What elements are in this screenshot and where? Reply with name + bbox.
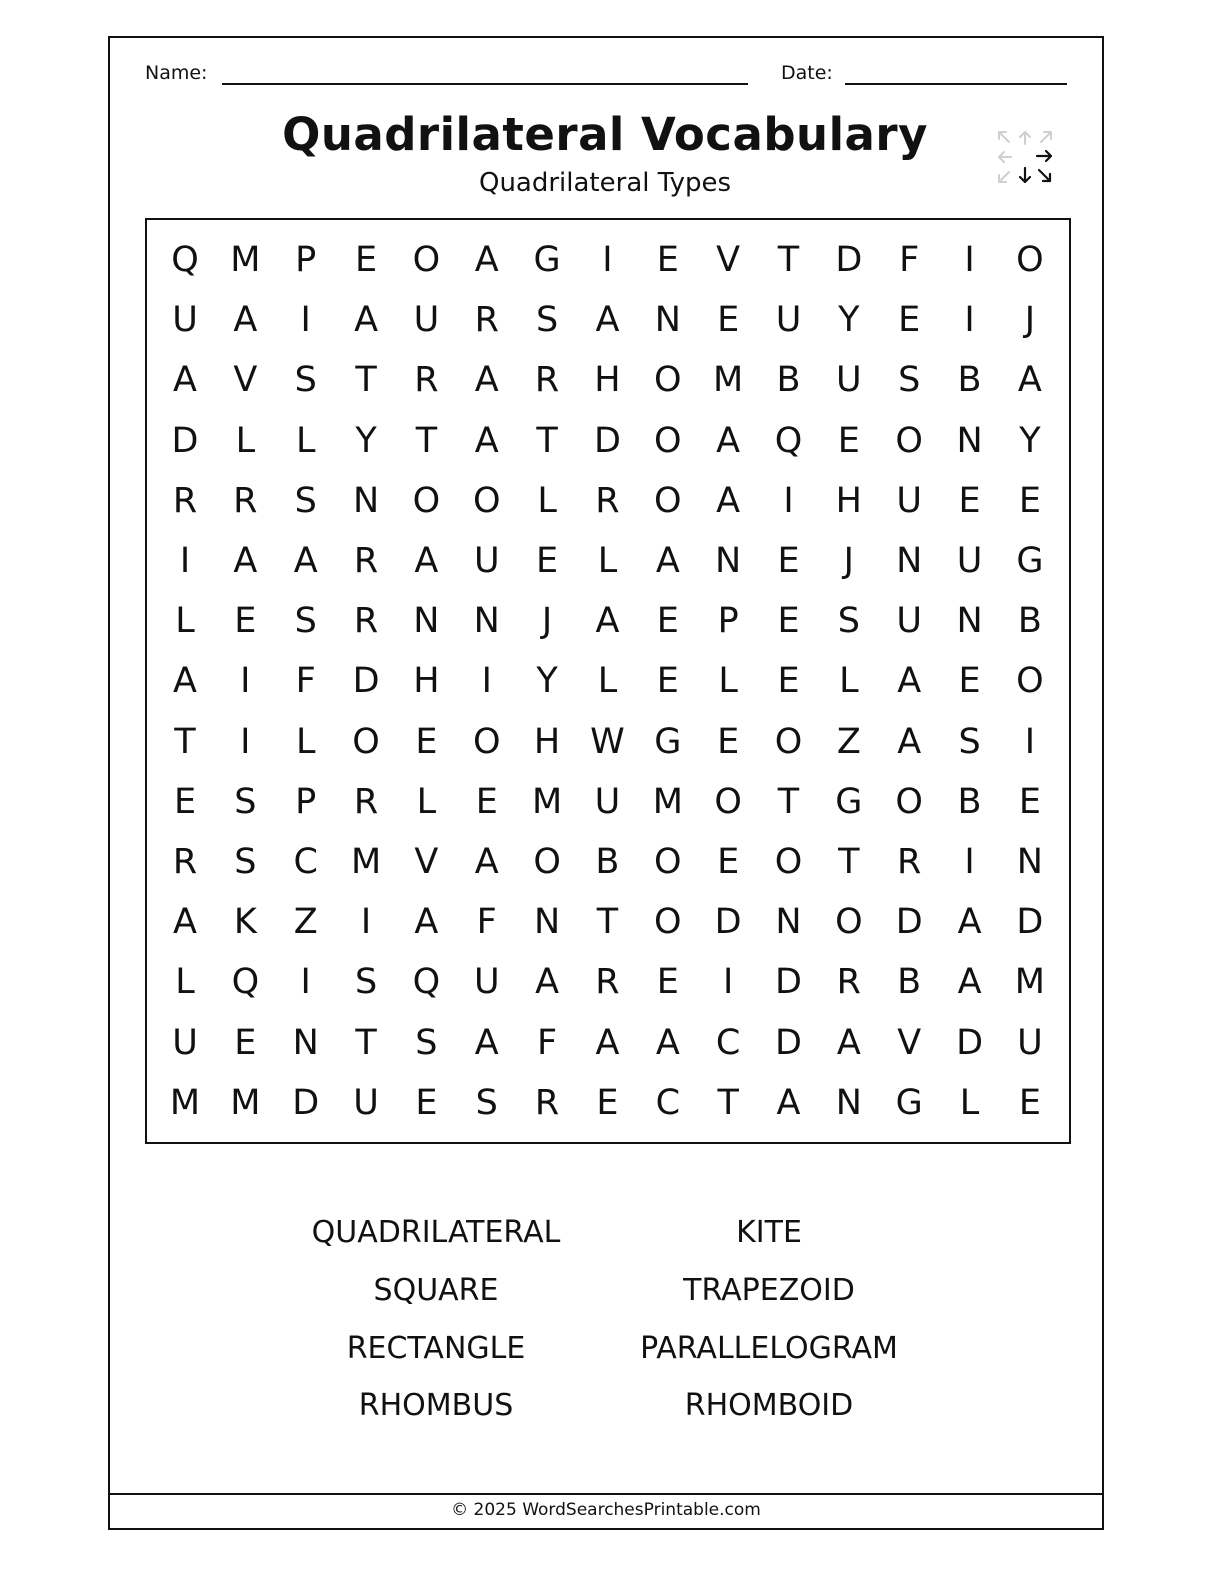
- grid-letter[interactable]: S: [294, 360, 317, 401]
- grid-letter[interactable]: E: [777, 541, 800, 581]
- grid-letter[interactable]: H: [835, 480, 862, 521]
- grid-letter[interactable]: R: [353, 781, 379, 822]
- grid-letter[interactable]: O: [1016, 661, 1044, 702]
- grid-letter[interactable]: T: [596, 902, 619, 943]
- grid-letter[interactable]: G: [654, 721, 682, 762]
- grid-letter[interactable]: Y: [1019, 420, 1041, 461]
- grid-letter[interactable]: O: [895, 420, 923, 461]
- grid-letter[interactable]: E: [656, 601, 679, 642]
- grid-letter[interactable]: L: [537, 480, 557, 521]
- grid-letter[interactable]: N: [956, 420, 983, 461]
- grid-letter[interactable]: Q: [412, 962, 441, 1003]
- word-list-item: SQUARE: [373, 1273, 499, 1308]
- grid-letter[interactable]: O: [895, 781, 923, 822]
- grid-letter[interactable]: I: [1024, 721, 1036, 762]
- word-list-item: PARALLELOGRAM: [640, 1331, 898, 1366]
- footer-divider: [108, 1493, 1104, 1495]
- grid-letter[interactable]: E: [656, 962, 679, 1003]
- grid-letter[interactable]: U: [172, 1022, 198, 1063]
- grid-letter[interactable]: E: [234, 1022, 257, 1063]
- grid-letter[interactable]: C: [655, 1082, 681, 1123]
- grid-letter[interactable]: L: [175, 962, 195, 1003]
- footer-copyright: © 2025 WordSearchesPrintable.com: [451, 1500, 761, 1520]
- grid-letter[interactable]: G: [895, 1082, 923, 1123]
- grid-letter[interactable]: J: [1024, 300, 1036, 341]
- grid-letter[interactable]: E: [717, 842, 740, 882]
- grid-letter[interactable]: L: [416, 781, 437, 822]
- grid-letter[interactable]: L: [597, 541, 618, 581]
- grid-letter[interactable]: C: [715, 1022, 741, 1063]
- grid-letter[interactable]: E: [837, 420, 860, 461]
- grid-letter[interactable]: O: [654, 360, 682, 401]
- grid-letter[interactable]: T: [777, 240, 800, 280]
- grid-letter[interactable]: M: [652, 781, 683, 822]
- grid-letter[interactable]: E: [958, 480, 981, 521]
- grid-letter[interactable]: A: [957, 902, 982, 943]
- grid-letter[interactable]: R: [836, 962, 861, 1003]
- grid-letter[interactable]: E: [777, 661, 800, 702]
- grid-letter[interactable]: O: [654, 420, 682, 461]
- grid-letter[interactable]: U: [594, 781, 621, 822]
- grid-letter[interactable]: E: [898, 300, 921, 341]
- page-subtitle: Quadrilateral Types: [478, 168, 731, 198]
- grid-letter[interactable]: P: [295, 240, 317, 280]
- grid-row: [147, 471, 1069, 531]
- grid-row: [147, 1013, 1069, 1073]
- grid-letter[interactable]: F: [476, 902, 497, 943]
- grid-letter[interactable]: E: [1018, 1082, 1041, 1123]
- grid-letter[interactable]: G: [1016, 541, 1044, 581]
- grid-letter[interactable]: R: [353, 541, 379, 581]
- grid-letter[interactable]: A: [354, 300, 379, 341]
- grid-letter[interactable]: I: [240, 721, 251, 762]
- word-list-item: QUADRILATERAL: [311, 1215, 561, 1250]
- grid-letter[interactable]: F: [537, 1022, 558, 1063]
- grid-letter[interactable]: O: [714, 781, 742, 822]
- grid-letter[interactable]: D: [1016, 902, 1044, 943]
- grid-letter[interactable]: S: [535, 300, 559, 341]
- grid-row: [147, 230, 1069, 290]
- grid-letter[interactable]: R: [534, 360, 560, 401]
- grid-letter[interactable]: I: [481, 661, 492, 702]
- grid-letter[interactable]: B: [957, 781, 982, 822]
- grid-letter[interactable]: O: [654, 480, 682, 521]
- page-title: Quadrilateral Vocabulary: [282, 108, 928, 161]
- grid-row: [147, 591, 1069, 651]
- grid-letter[interactable]: U: [473, 541, 500, 581]
- grid-letter[interactable]: L: [718, 661, 738, 702]
- grid-letter[interactable]: A: [173, 360, 197, 401]
- grid-letter[interactable]: E: [656, 661, 679, 702]
- grid-letter[interactable]: M: [1014, 962, 1045, 1003]
- grid-letter[interactable]: E: [596, 1082, 619, 1123]
- grid-letter[interactable]: A: [414, 902, 439, 943]
- grid-letter[interactable]: S: [475, 1082, 498, 1123]
- grid-letter[interactable]: I: [783, 480, 794, 521]
- grid-letter[interactable]: C: [293, 842, 318, 882]
- grid-letter[interactable]: H: [413, 661, 440, 702]
- grid-letter[interactable]: J: [843, 541, 854, 581]
- grid-letter[interactable]: E: [958, 661, 981, 702]
- grid-letter[interactable]: G: [835, 781, 863, 822]
- grid-letter[interactable]: O: [472, 480, 501, 521]
- grid-letter[interactable]: U: [413, 300, 440, 341]
- name-label: Name:: [145, 62, 208, 84]
- grid-letter[interactable]: B: [1017, 601, 1042, 642]
- grid-letter[interactable]: A: [535, 962, 560, 1003]
- name-line: [222, 83, 748, 85]
- grid-letter[interactable]: S: [294, 601, 317, 642]
- grid-letter[interactable]: E: [777, 601, 800, 642]
- grid-row: [147, 1073, 1069, 1133]
- grid-letter[interactable]: A: [595, 601, 620, 642]
- grid-letter[interactable]: L: [235, 420, 256, 461]
- grid-row: [147, 832, 1069, 892]
- grid-row: [147, 651, 1069, 711]
- grid-letter[interactable]: T: [174, 721, 196, 762]
- grid-letter[interactable]: O: [654, 842, 682, 882]
- grid-letter[interactable]: A: [474, 360, 499, 401]
- grid-letter[interactable]: E: [536, 541, 559, 581]
- grid-letter[interactable]: A: [173, 902, 197, 943]
- grid-letter[interactable]: T: [355, 360, 377, 401]
- grid-letter[interactable]: S: [294, 480, 317, 521]
- grid-row: [147, 892, 1069, 952]
- grid-letter[interactable]: A: [474, 1022, 499, 1063]
- grid-letter[interactable]: A: [897, 661, 922, 702]
- grid-letter[interactable]: I: [300, 300, 311, 341]
- grid-letter[interactable]: A: [595, 300, 620, 341]
- grid-row: [147, 350, 1069, 410]
- grid-letter[interactable]: I: [360, 902, 372, 943]
- grid-letter[interactable]: I: [179, 541, 191, 581]
- grid-letter[interactable]: A: [233, 300, 258, 341]
- grid-letter[interactable]: E: [415, 1082, 438, 1123]
- grid-letter[interactable]: I: [964, 240, 975, 280]
- grid-letter[interactable]: R: [897, 842, 922, 882]
- grid-letter[interactable]: A: [474, 240, 499, 280]
- grid-letter[interactable]: L: [175, 601, 195, 642]
- grid-letter[interactable]: N: [654, 300, 681, 341]
- grid-letter[interactable]: U: [836, 360, 862, 401]
- grid-letter[interactable]: R: [414, 360, 439, 401]
- grid-row: [147, 531, 1069, 591]
- grid-letter[interactable]: A: [474, 420, 499, 461]
- grid-letter[interactable]: U: [172, 300, 198, 341]
- grid-letter[interactable]: N: [473, 601, 500, 642]
- grid-letter[interactable]: O: [412, 240, 441, 280]
- grid-letter[interactable]: N: [1016, 842, 1043, 882]
- grid-letter[interactable]: I: [240, 661, 251, 702]
- grid-letter[interactable]: T: [777, 781, 800, 822]
- grid-letter[interactable]: R: [233, 480, 258, 521]
- grid-letter[interactable]: E: [717, 721, 740, 762]
- grid-letter[interactable]: A: [414, 541, 439, 581]
- grid-letter[interactable]: A: [293, 541, 318, 581]
- grid-letter[interactable]: A: [897, 721, 922, 762]
- grid-letter[interactable]: D: [775, 962, 802, 1003]
- grid-letter[interactable]: A: [716, 420, 741, 461]
- grid-letter[interactable]: L: [295, 721, 316, 762]
- grid-letter[interactable]: O: [774, 721, 803, 762]
- grid-letter[interactable]: U: [473, 962, 500, 1003]
- grid-letter[interactable]: A: [595, 1022, 620, 1063]
- word-list-item: TRAPEZOID: [683, 1273, 855, 1308]
- grid-letter[interactable]: P: [717, 601, 739, 642]
- grid-letter[interactable]: D: [835, 240, 863, 280]
- grid-letter[interactable]: S: [354, 962, 378, 1003]
- grid-letter[interactable]: D: [352, 661, 380, 702]
- grid-letter[interactable]: O: [533, 842, 561, 882]
- grid-letter[interactable]: L: [597, 661, 618, 702]
- grid-letter[interactable]: V: [897, 1022, 922, 1063]
- grid-row: [147, 952, 1069, 1012]
- grid-letter[interactable]: N: [292, 1022, 319, 1063]
- grid-letter[interactable]: P: [295, 781, 317, 822]
- grid-letter[interactable]: S: [958, 721, 981, 762]
- grid-letter[interactable]: O: [654, 902, 682, 943]
- grid-letter[interactable]: A: [716, 480, 741, 521]
- grid-letter[interactable]: B: [897, 962, 922, 1003]
- grid-letter[interactable]: D: [292, 1082, 320, 1123]
- grid-letter[interactable]: Z: [836, 721, 861, 762]
- arrows-logo-icon: [995, 128, 1055, 186]
- grid-letter[interactable]: T: [838, 842, 860, 882]
- word-list-item: RECTANGLE: [346, 1331, 526, 1366]
- grid-letter[interactable]: S: [234, 781, 257, 822]
- grid-letter[interactable]: Q: [774, 420, 803, 461]
- grid-letter[interactable]: O: [472, 721, 501, 762]
- grid-letter[interactable]: E: [234, 601, 257, 642]
- grid-letter[interactable]: A: [1017, 360, 1042, 401]
- grid-letter[interactable]: R: [595, 480, 620, 521]
- grid-letter[interactable]: A: [957, 962, 982, 1003]
- grid-letter[interactable]: D: [956, 1022, 984, 1063]
- grid-letter[interactable]: Z: [293, 902, 318, 943]
- grid-letter[interactable]: I: [964, 842, 975, 882]
- grid-letter[interactable]: E: [1018, 781, 1041, 822]
- grid-letter[interactable]: S: [898, 360, 921, 401]
- date-label: Date:: [781, 62, 833, 84]
- grid-letter[interactable]: U: [775, 300, 802, 341]
- grid-letter[interactable]: N: [896, 541, 923, 581]
- grid-letter[interactable]: Y: [536, 661, 558, 702]
- grid-row: [147, 411, 1069, 471]
- grid-letter[interactable]: M: [350, 842, 382, 882]
- grid-letter[interactable]: S: [234, 842, 257, 882]
- grid-letter[interactable]: O: [835, 902, 863, 943]
- grid-row: [147, 290, 1069, 350]
- grid-row: [147, 712, 1069, 772]
- grid-letter[interactable]: A: [836, 1022, 861, 1063]
- grid-letter[interactable]: R: [534, 1082, 560, 1123]
- grid-letter[interactable]: D: [593, 420, 621, 461]
- date-line: [845, 83, 1067, 85]
- grid-letter[interactable]: U: [956, 541, 983, 581]
- grid-letter[interactable]: A: [655, 1022, 680, 1063]
- grid-letter[interactable]: S: [415, 1022, 438, 1063]
- grid-letter[interactable]: U: [896, 601, 922, 642]
- grid-letter[interactable]: O: [352, 721, 380, 762]
- grid-letter[interactable]: Q: [171, 240, 199, 280]
- grid-letter[interactable]: A: [655, 541, 680, 581]
- grid-letter[interactable]: D: [895, 902, 923, 943]
- grid-letter[interactable]: M: [531, 781, 563, 822]
- grid-letter[interactable]: R: [353, 601, 379, 642]
- grid-letter[interactable]: Y: [355, 420, 377, 461]
- grid-letter[interactable]: R: [474, 300, 499, 341]
- grid-row: [147, 772, 1069, 832]
- grid-letter[interactable]: Y: [838, 300, 860, 341]
- grid-letter[interactable]: I: [964, 300, 975, 341]
- grid-letter[interactable]: T: [415, 420, 438, 461]
- word-list-item: RHOMBUS: [358, 1388, 514, 1423]
- grid-letter[interactable]: J: [541, 601, 553, 642]
- grid-letter[interactable]: E: [354, 240, 378, 280]
- grid-letter[interactable]: F: [899, 240, 920, 280]
- grid-letter[interactable]: Q: [231, 962, 260, 1003]
- grid-letter[interactable]: U: [353, 1082, 379, 1123]
- grid-letter[interactable]: I: [602, 240, 613, 280]
- grid-letter[interactable]: G: [533, 240, 561, 280]
- grid-letter[interactable]: O: [1016, 240, 1044, 280]
- grid-letter[interactable]: T: [717, 1082, 739, 1123]
- grid-letter[interactable]: D: [775, 1022, 802, 1063]
- word-list-item: KITE: [736, 1215, 802, 1250]
- grid-letter[interactable]: T: [355, 1022, 377, 1063]
- grid-letter[interactable]: R: [172, 480, 198, 521]
- grid-letter[interactable]: L: [959, 1082, 980, 1123]
- grid-letter[interactable]: D: [714, 902, 742, 943]
- grid-letter[interactable]: N: [413, 601, 440, 642]
- grid-letter[interactable]: U: [1017, 1022, 1043, 1063]
- grid-letter[interactable]: I: [300, 962, 311, 1003]
- grid-letter[interactable]: R: [172, 842, 198, 882]
- grid-letter[interactable]: T: [536, 420, 558, 461]
- word-search-grid: [145, 218, 1071, 1144]
- grid-letter[interactable]: K: [233, 902, 257, 943]
- grid-letter[interactable]: N: [534, 902, 561, 943]
- grid-letter[interactable]: F: [295, 661, 316, 702]
- grid-letter[interactable]: L: [295, 420, 316, 461]
- grid-letter[interactable]: B: [776, 360, 801, 401]
- grid-letter[interactable]: N: [715, 541, 742, 581]
- grid-letter[interactable]: W: [590, 721, 625, 762]
- grid-letter[interactable]: B: [957, 360, 982, 401]
- grid-letter[interactable]: R: [595, 962, 620, 1003]
- grid-letter[interactable]: M: [713, 360, 744, 401]
- grid-letter[interactable]: A: [776, 1082, 801, 1123]
- grid-letter[interactable]: L: [839, 661, 859, 702]
- grid-letter[interactable]: N: [835, 1082, 862, 1123]
- grid-letter[interactable]: U: [896, 480, 922, 521]
- grid-letter[interactable]: N: [775, 902, 802, 943]
- grid-letter[interactable]: E: [717, 300, 740, 341]
- grid-letter[interactable]: V: [716, 240, 741, 280]
- grid-letter[interactable]: A: [173, 661, 197, 702]
- grid-letter[interactable]: N: [352, 480, 380, 521]
- grid-letter[interactable]: H: [533, 721, 561, 762]
- grid-letter[interactable]: E: [415, 721, 438, 762]
- grid-letter[interactable]: E: [475, 781, 498, 822]
- grid-letter[interactable]: V: [414, 842, 439, 882]
- grid-letter[interactable]: O: [412, 480, 441, 521]
- grid-letter[interactable]: I: [722, 962, 734, 1003]
- grid-letter[interactable]: B: [595, 842, 620, 882]
- grid-letter[interactable]: A: [233, 541, 258, 581]
- grid-letter[interactable]: E: [173, 781, 197, 822]
- grid-letter[interactable]: E: [1018, 480, 1041, 521]
- grid-letter[interactable]: E: [656, 240, 679, 280]
- grid-letter[interactable]: N: [956, 601, 983, 642]
- grid-letter[interactable]: D: [171, 420, 199, 461]
- grid-letter[interactable]: M: [169, 1082, 201, 1123]
- grid-letter[interactable]: O: [774, 842, 803, 882]
- grid-letter[interactable]: A: [474, 842, 499, 882]
- grid-letter[interactable]: S: [837, 601, 860, 642]
- grid-letter[interactable]: M: [230, 240, 261, 280]
- grid-letter[interactable]: M: [230, 1082, 261, 1123]
- word-list-item: RHOMBOID: [684, 1388, 854, 1423]
- grid-letter[interactable]: H: [594, 360, 621, 401]
- grid-letter[interactable]: V: [233, 360, 258, 401]
